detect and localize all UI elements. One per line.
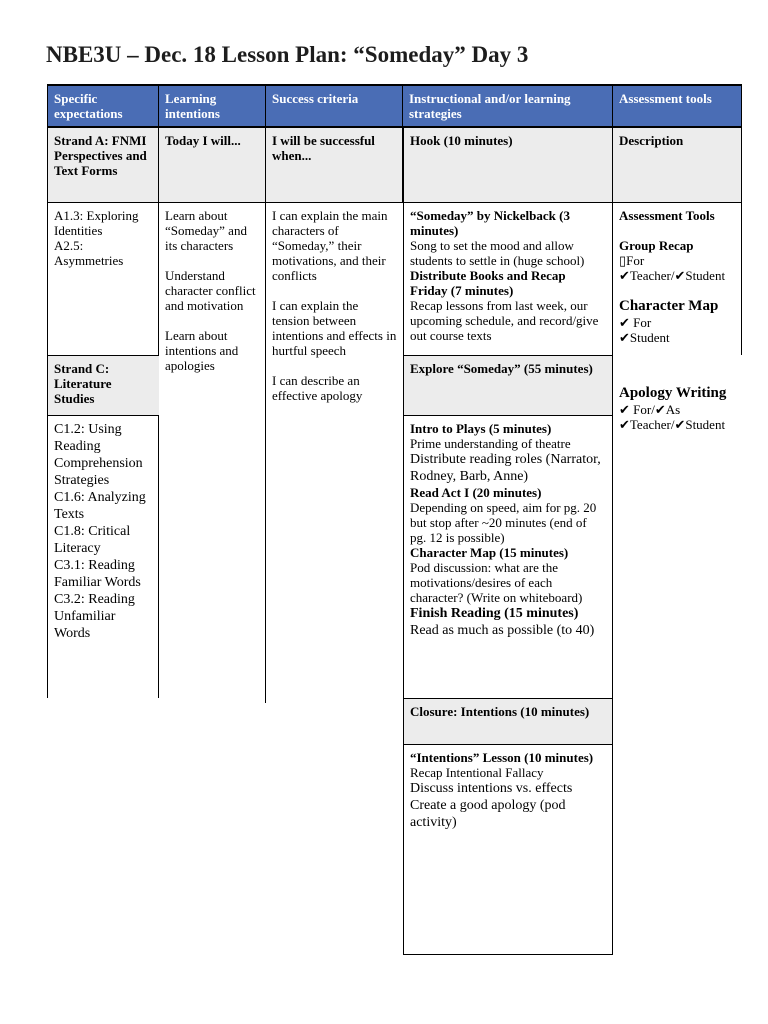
header-learning-intentions: Learning intentions — [159, 84, 266, 128]
apology-for: ✔ For/✔As — [619, 402, 681, 417]
strand-a-heading: Strand A: FNMI Perspectives and Text Forms — [47, 128, 159, 203]
intro-desc: Prime understanding of theatre — [410, 436, 571, 451]
list-item: I can explain the tension between intentions and effects in hurtful speech — [272, 298, 397, 358]
intentions-heading: Today I will... — [159, 128, 266, 203]
assessment-details — [613, 203, 742, 355]
assessment-tools-heading: Assessment Tools — [619, 208, 715, 223]
list-item: Learn about “Someday” and its characters — [165, 208, 247, 253]
intentions-lesson-apology: Create a good apology (pod activity) — [410, 798, 566, 830]
character-map-label: Character Map — [619, 298, 719, 314]
list-item: C3.2: Reading Unfamiliar Words — [54, 592, 135, 641]
hook-song-desc: Song to set the mood and allow students to settle in (huge school) — [410, 238, 585, 268]
hook-heading: Hook (10 minutes) — [403, 128, 613, 203]
strand-c-heading: Strand C: Literature Studies — [47, 355, 159, 415]
list-item: I can explain the main characters of “Someday,” their motivations, and their conflicts — [272, 208, 388, 283]
criteria-list — [266, 203, 403, 423]
character-map-who: ✔Student — [619, 330, 670, 345]
explore-heading: Explore “Someday” (55 minutes) — [403, 355, 613, 415]
group-recap-who: ✔Teacher/✔Student — [619, 268, 726, 283]
list-item: C3.1: Reading Familiar Words — [54, 558, 141, 590]
header-success-criteria: Success criteria — [266, 84, 403, 128]
hook-books-desc: Recap lessons from last week, our upcoming schedule, and record/give out course texts — [410, 298, 599, 343]
group-recap-for: ▯For — [619, 253, 645, 268]
apology-label: Apology Writing — [619, 385, 727, 401]
strand-a-items — [47, 203, 159, 355]
intro-title: Intro to Plays (5 minutes) — [410, 421, 552, 436]
hook-books-title: Distribute Books and Recap Friday (7 minutes) — [410, 268, 566, 298]
hook-song-title: “Someday” by Nickelback (3 minutes) — [410, 208, 570, 238]
closure-heading: Closure: Intentions (10 minutes) — [403, 698, 613, 744]
header-assessment-tools: Assessment tools — [613, 84, 742, 128]
intentions-lesson-discuss: Discuss intentions vs. effects — [410, 781, 573, 796]
closure-details — [403, 744, 613, 955]
read-title: Read Act I (20 minutes) — [410, 485, 542, 500]
intentions-lesson-title: “Intentions” Lesson (10 minutes) — [410, 750, 594, 765]
list-item: I can describe an effective apology — [272, 373, 363, 403]
read-desc: Depending on speed, aim for pg. 20 but stop after ~20 minutes (end of pg. 12 is possible) — [410, 500, 597, 545]
header-specific-expectations: Specific expectations — [47, 84, 159, 128]
map-title: Character Map (15 minutes) — [410, 545, 569, 560]
list-item: Understand character conflict and motivation — [165, 268, 256, 313]
apology-assessment — [613, 380, 748, 440]
strand-c-items — [47, 415, 159, 698]
list-item: A2.5: Asymmetries — [54, 238, 124, 268]
description-heading: Description — [613, 128, 742, 203]
finish-title: Finish Reading (15 minutes) — [410, 606, 579, 621]
checkbox-icon: ▯ — [619, 253, 627, 268]
finish-desc: Read as much as possible (to 40) — [410, 623, 595, 638]
list-item: C1.6: Analyzing Texts — [54, 490, 146, 522]
explore-details — [403, 415, 613, 698]
intro-roles: Distribute reading roles (Narrator, Rodney, Barb, Anne) — [410, 452, 601, 484]
apology-who: ✔Teacher/✔Student — [619, 417, 726, 432]
group-recap-label: Group Recap — [619, 238, 694, 253]
list-item: Learn about intentions and apologies — [165, 328, 239, 373]
header-strategies: Instructional and/or learning strategies — [403, 84, 613, 128]
criteria-heading: I will be successful when... — [266, 128, 403, 203]
character-map-for: ✔ For — [619, 315, 652, 330]
page-title: NBE3U – Dec. 18 Lesson Plan: “Someday” Day 3 — [46, 42, 529, 67]
list-item: A1.3: Exploring Identities — [54, 208, 139, 238]
list-item: C1.8: Critical Literacy — [54, 524, 131, 556]
list-item: C1.2: Using Reading Comprehension Strategies — [54, 422, 143, 488]
intentions-list — [159, 203, 266, 703]
hook-details — [403, 203, 613, 355]
intentions-lesson-desc: Recap Intentional Fallacy — [410, 765, 544, 780]
map-desc: Pod discussion: what are the motivations/desires of each character? (Write on whiteboard) — [410, 560, 583, 605]
